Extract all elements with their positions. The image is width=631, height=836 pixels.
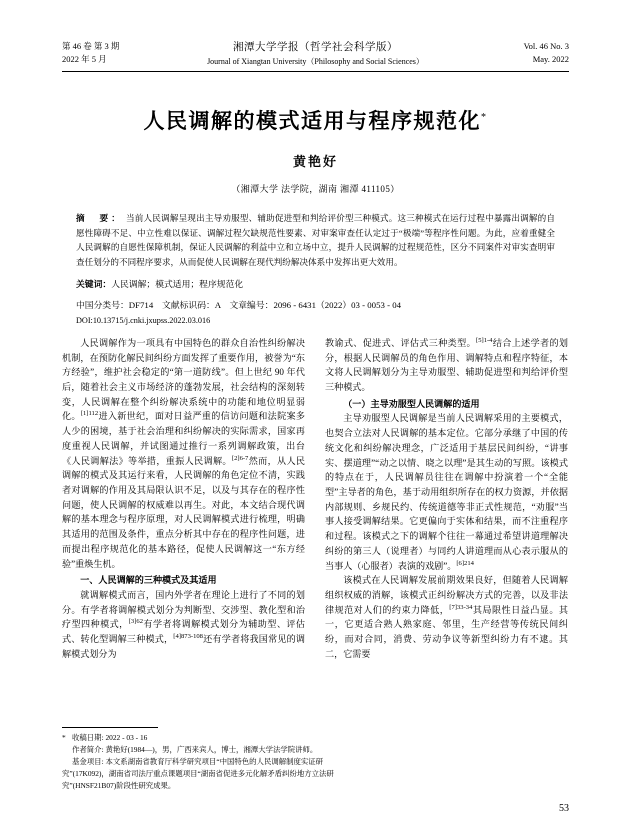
paragraph: 就调解模式而言，国内外学者在理论上进行了不同的划分。有学者将调解模式划分为判断型、交涉型、教化型和治疗型四种模式，$^{[3]62}$有学者将调解模式划分为辅助型、评估式、转化型调解三种模式，$^{[4]873-108}$还有学者将我国常见的调解模式划分为 bbox=[62, 590, 305, 659]
author-affiliation: （湘潭大学 法学院，湖南 湘潭 411105） bbox=[231, 183, 400, 194]
abstract bbox=[76, 211, 555, 270]
abstract-label: 摘 要： bbox=[76, 212, 124, 223]
title-footnote-marker: * bbox=[481, 111, 488, 123]
paragraph: 主导劝服型人民调解是当前人民调解采用的主要模式，也契合立法对人民调解的基本定位。它部分承继了中国的传统文化和纠纷解决理念，广泛适用于基层民间纠纷，“讲事实、摆道理”“动之以情、晓之以理”是其生动的写照。该模式的特点在于，人民调解员往往在调解中扮演着一个“全能型”主导者的角色，基于动用组织所存在的权力资源，并依据内部规则、乡规民约、传统道德等非正式性规范，“劝服”当事人接受调解结果。它更偏向于实体和结果，而不注重程序和过程。该模式之下的调解个往往一幕通过希望讲道理解决纠纷的第三人（说理者）与同约人讲道理而从心表示服从的当事人（心服者）表演的戏剧”。$^{[6]214}$ bbox=[325, 413, 568, 571]
body-columns bbox=[62, 336, 569, 662]
page-number: 53 bbox=[559, 803, 569, 814]
masthead-volume-en: Vol. 46 No. 3 bbox=[523, 41, 569, 51]
journal-name-cn: 湘潭大学学报（哲学社会科学版） bbox=[233, 42, 398, 53]
section-heading: 一、人民调解的三种模式及其适用 bbox=[80, 575, 217, 586]
classification-line: 中国分类号：DF714 文献标识码：A 文章编号：2096 - 6431（2022）03 - 0053 - 04 bbox=[76, 299, 401, 310]
footnote-author bbox=[62, 744, 362, 756]
abstract-block bbox=[62, 211, 569, 325]
footnote-rule bbox=[62, 727, 158, 728]
footnote-received bbox=[62, 732, 362, 744]
article-author: 黄艳好 bbox=[292, 153, 338, 169]
paragraph: 该模式在人民调解发展前期效果良好，但随着人民调解组织权威的消解，该模式正纠纷解决方式的完善，以及非法律规范对人们的约束力降低，$^{[7]33-34}$其局限性日益凸显。其一，它更适合熟人熟家庭、邻里，生产经营等传统民间纠纷，而对合同，消费、劳动争议等新型纠纷力有不逮。其二，它需要 bbox=[325, 575, 568, 659]
paragraph: 人民调解作为一项具有中国特色的群众自治性纠纷解决机制，在预防化解民间纠纷方面发挥了重要作用，被誉为“东方经验”，维护社会稳定的“第一道防线”。但上世纪 90 年代后，随着社会主义市场经济的蓬勃发展，社会结构的深刻转变，人民调解在整个纠纷解决系统中的功能和地位明显弱化。$^{[1]112}$进入新世纪，面对日益严重的信访问题和法院案多人少的困境，基于社会治理和纠纷解决的实际需求，国家再度重视人民调解，并试图通过推行一系列调解政策，出台《人民调解法》等举措，重振人民调解。$^{[2]6-7}$然而，从人民调解的模式及其运行来看，人民调解的角色定位不清，实践者对调解的作用及其局限认识不足，以及与其存在的程序性问题，使人民调解的权威难以再生。对此，本文结合现代调解的基本理念与程序原理，对人民调解模式进行梳理，明确其适用的范围及条件，重点分析其中存在的程序性问题，进而提出程序规范化的基本路径，促使人民调解这一“东方经验”重焕生机。 bbox=[62, 337, 305, 569]
keywords bbox=[76, 277, 555, 292]
left-column bbox=[62, 336, 305, 662]
subsection-heading: （一）主导劝服型人民调解的适用 bbox=[343, 398, 480, 409]
masthead-date-en: May. 2022 bbox=[532, 54, 569, 65]
keywords-text: 人民调解；模式适用；程序规范化 bbox=[111, 278, 244, 289]
doi-line: DOI:10.13715/j.cnki.jxupss.2022.03.016 bbox=[76, 315, 211, 325]
article-title: 人民调解的模式适用与程序规范化 bbox=[143, 108, 481, 133]
footnote-received-text: 收稿日期: 2022 - 03 - 16 bbox=[72, 733, 148, 743]
masthead-volume-issue bbox=[62, 40, 172, 68]
footnotes bbox=[62, 727, 362, 792]
masthead-journal-name bbox=[172, 40, 459, 68]
paragraph: 教谕式、促进式、评估式三种类型。$^{[5]1-4}$结合上述学者的划分，根据人民调解员的角色作用、调解特点和程序特征，本文将人民调解划分为主导劝服型、辅助促进型和判给评价型三种模式。 bbox=[325, 336, 568, 392]
footnote-fund bbox=[62, 756, 362, 792]
journal-name-en: Journal of Xiangtan University（Philosophy and Social Sciences） bbox=[207, 56, 424, 66]
right-column bbox=[325, 336, 568, 662]
footnote-fund-text: 基金项目: 本文系湖南省教育厅科学研究项目“中国特色的人民调解制度实证研究”(17K092)，湖南省司法厅重点课题项目“湖南省促进多元化解矛盾纠纷地方立法研究”(HNSF21B07)阶段性研究成果。 bbox=[62, 757, 334, 791]
footnote-author-text: 作者简介: 黄艳好(1984—)，男，广西来宾人，博士，湘潭大学法学院讲师。 bbox=[72, 745, 318, 755]
masthead bbox=[62, 40, 569, 72]
masthead-volume: 第 46 卷 第 3 期 bbox=[62, 41, 120, 51]
page-title bbox=[62, 105, 569, 135]
footnote-star-marker: * bbox=[62, 733, 66, 743]
masthead-volume-issue-en bbox=[459, 40, 569, 68]
keywords-label: 关键词： bbox=[76, 278, 112, 289]
masthead-date-cn: 2022 年 5 月 bbox=[62, 54, 107, 65]
abstract-text: 当前人民调解呈现出主导劝服型、辅助促进型和判给评价型三种模式。这三种模式在运行过程中暴露出调解的自愿性障碍不足、中立性难以保证、调解过程欠缺规范性要素、对审案审查任认定过于“极端”等程序性问题。为此，应着重健全人民调解的自愿性保障机制，保证人民调解的利益中立和立场中立，提升人民调解的过程规范性，区分不同案件对审实查明审查任划分的不同程序要求，从而促使人民调解在现代判纷解决体系中发挥出更大效用。 bbox=[76, 212, 555, 268]
